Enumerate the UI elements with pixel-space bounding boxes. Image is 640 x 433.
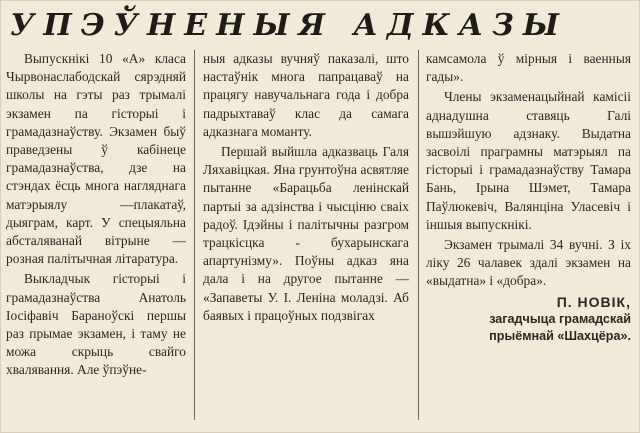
- paragraph: камсамола ў мірныя і ваенныя гады».: [426, 51, 631, 85]
- paragraph: Члены экзаменацыйнай камісіі аднадушна ставяць Галі вышэйшую адзнаку. Выдатна засвоілі праграмны матэрыял па гісторыі і грамадазнаўству Тамара Бань, Ірына Шэмет, Тамара Паўлюкевіч, Валянціна Уласевіч і іншыя выпускнікі.: [426, 89, 631, 232]
- author-signature: [426, 293, 631, 345]
- column-divider: [418, 50, 419, 420]
- article-column-2: [203, 50, 409, 325]
- article-column-3: [426, 50, 631, 345]
- paragraph: Выпускнікі 10 «А» класа Чырвонаслабодскай сярэдняй школы на гэты раз трымалі экзамен па гісторыі і грамадазнаўству. Экзамен быў праведзены ў кабінеце грамадазнаўства, дзе на стэндах ёсць многа нагляднага матэрыялу —плакатаў, дыяграм, карт. У спецыяльна абсталяванай вітрыне — розная палітычная літаратура.: [6, 51, 186, 267]
- paragraph: Экзамен трымалі 34 вучні. З іх ліку 26 чалавек здалі экзамен на «выдатна» і «добра».: [426, 237, 631, 289]
- author-name: П. НОВІК,: [556, 293, 631, 310]
- author-role: загадчыца грамадскай: [489, 311, 631, 326]
- article-headline: УПЭЎНЕНЫЯ АДКАЗЫ: [10, 8, 568, 43]
- paragraph: Выкладчык гісторыі і грамадазнаўства Анатоль Іосіфавіч Бараноўскі першы раз прымае экзамен, і таму не можа скрыць свайго хвалявання. Але ўпэўне-: [6, 271, 186, 378]
- column-divider: [194, 50, 195, 420]
- article-column-1: [6, 50, 186, 380]
- paragraph: Першай выйшла адказваць Галя Ляхавіцкая. Яна грунтоўна асвятляе пытанне «Барацьба ленінскай партыі за адзінства і чысціню сваіх радоў. Ідэйны і палітычны разгром трацкісцка - бухарынскага апартунізму». Поўны адказ яна дала і на другое пытанне — «Запаветы У. І. Леніна моладзі. Аб баявых і працоўных подзвігах: [203, 144, 409, 323]
- author-role: прыёмнай «Шахцёра».: [489, 328, 631, 343]
- paragraph: ныя адказы вучняў паказалі, што настаўнік многа папрацаваў на працягу навучальнага года і добра падрыхтаваў клас да самага адказнага моманту.: [203, 51, 409, 139]
